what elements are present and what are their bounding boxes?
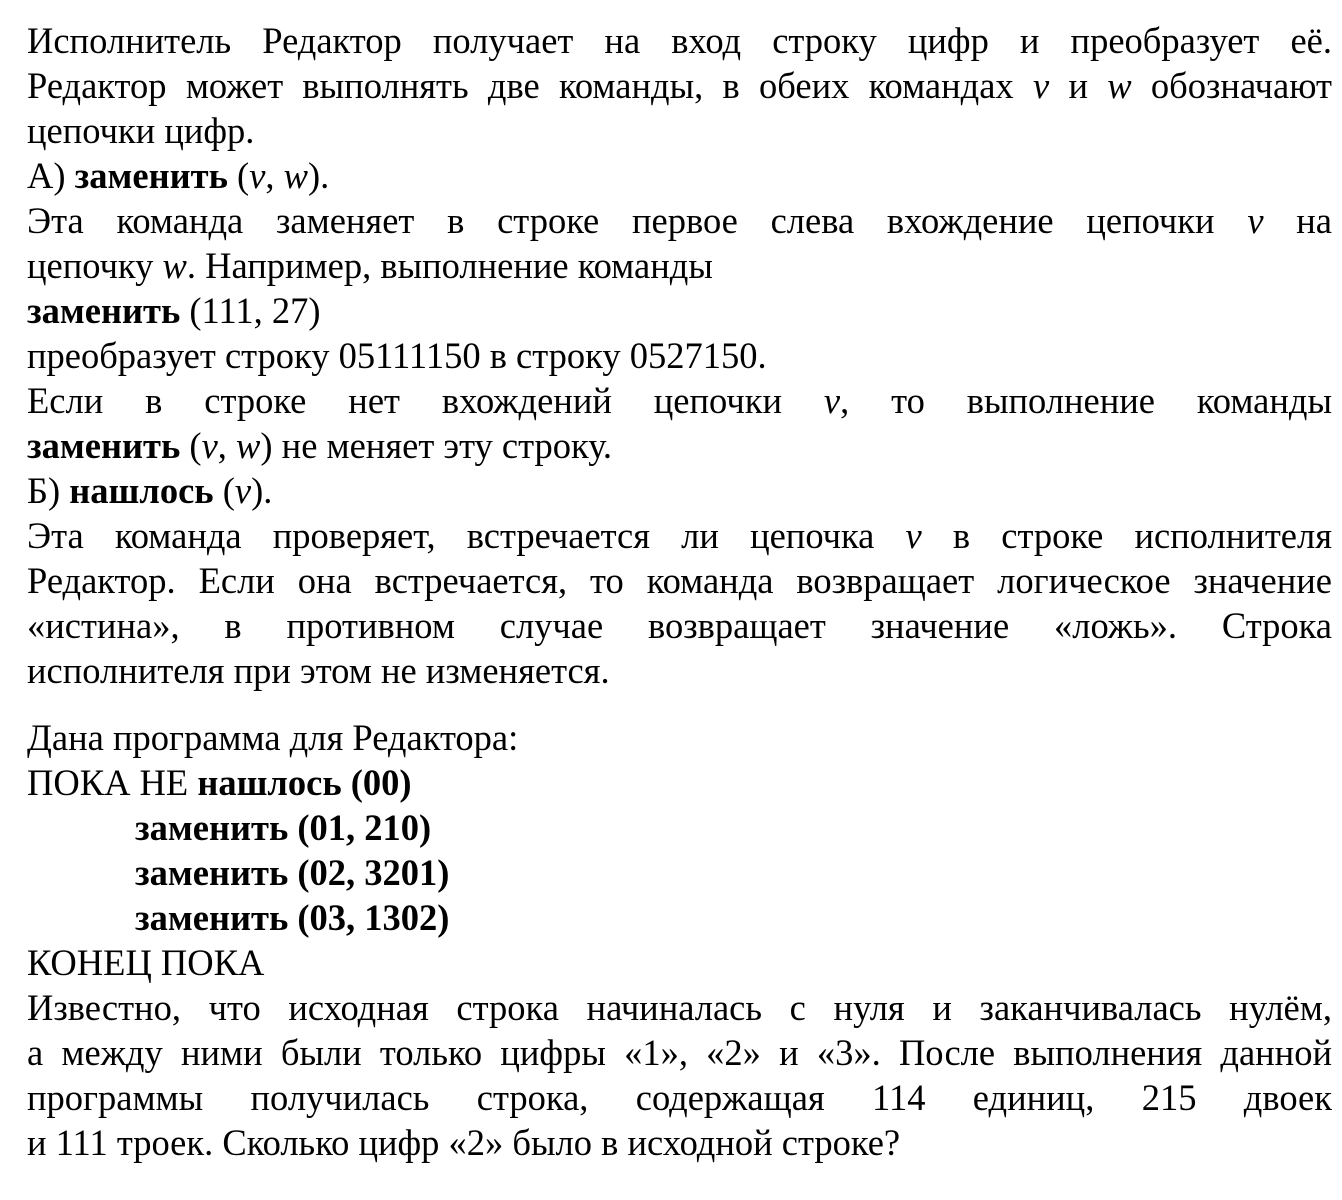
program-statement-1: заменить (01, 210): [135, 807, 432, 848]
question-line-3: программы получилась строка, содержащая 114 единиц, 215 двоек: [27, 1077, 1332, 1118]
program-statement-2: заменить (02, 3201): [135, 852, 450, 893]
question-line-1: Известно, что исходная строка начиналась с нуля и заканчивалась нулём,: [27, 987, 1332, 1028]
command-a-desc-line-6: заменить (v, w) не меняет эту строку.: [27, 425, 612, 466]
question-line-4: и 111 троек. Сколько цифр «2» было в исходной строке?: [27, 1122, 901, 1163]
program-end-line: КОНЕЦ ПОКА: [27, 942, 265, 983]
command-a-example: заменить (111, 27): [27, 290, 321, 331]
task-document: [27, 18, 1332, 1165]
command-a-desc-line-2: цепочку w. Например, выполнение команды: [27, 245, 713, 286]
command-b-desc-line-4: исполнителя при этом не изменяется.: [27, 650, 610, 691]
command-a-desc-line-5: Если в строке нет вхождений цепочки v, то выполнение команды: [27, 380, 1332, 421]
command-b-desc-line-3: «истина», в противном случае возвращает значение «ложь». Строка: [27, 605, 1332, 646]
command-b-desc-line-2: Редактор. Если она встречается, то команда возвращает логическое значение: [27, 560, 1332, 601]
program-while-line: ПОКА НЕ нашлось (00): [27, 762, 412, 803]
command-a-heading: А) заменить (v, w).: [27, 155, 330, 196]
paragraph-gap: [27, 693, 1332, 715]
command-a-example-result: преобразует строку 05111150 в строку 0527150.: [27, 335, 767, 376]
program-statement-3: заменить (03, 1302): [135, 897, 450, 938]
command-a-desc-line-1: Эта команда заменяет в строке первое слева вхождение цепочки v на: [27, 200, 1333, 241]
intro-line-1: Исполнитель Редактор получает на вход строку цифр и преобразует её.: [27, 20, 1332, 61]
intro-line-3: цепочки цифр.: [27, 110, 255, 151]
intro-line-2: Редактор может выполнять две команды, в обеих командах v и w обозначают: [27, 65, 1332, 106]
program-intro: Дана программа для Редактора:: [27, 717, 519, 758]
command-b-desc-line-1: Эта команда проверяет, встречается ли цепочка v в строке исполнителя: [27, 515, 1332, 556]
command-b-heading: Б) нашлось (v).: [27, 470, 273, 511]
question-line-2: а между ними были только цифры «1», «2» и «3». После выполнения данной: [27, 1032, 1332, 1073]
